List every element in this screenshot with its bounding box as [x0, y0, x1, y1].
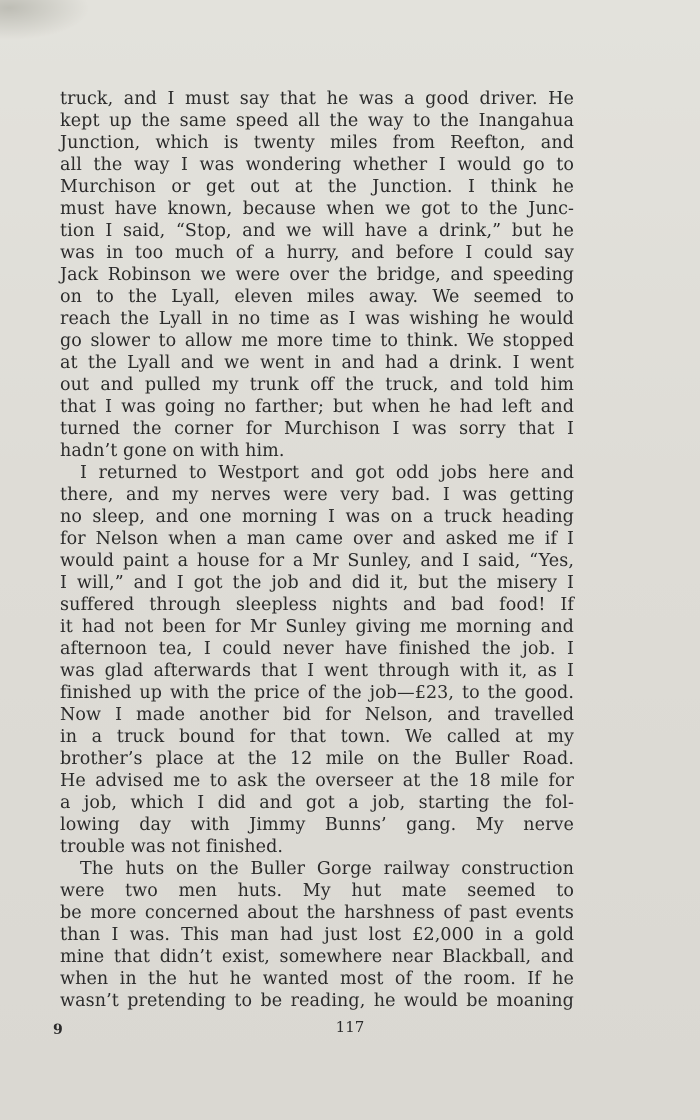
text-line: there, and my nerves were very bad. I was getting	[60, 485, 574, 505]
page-corner-smudge	[0, 0, 90, 40]
text-line: kept up the same speed all the way to the Inangahua	[60, 111, 574, 131]
text-line: in a truck bound for that town. We called at my	[60, 727, 574, 747]
text-line: The huts on the Buller Gorge railway construction	[80, 859, 574, 879]
text-line: hadn’t gone on with him.	[60, 441, 285, 461]
text-line: on to the Lyall, eleven miles away. We seemed to	[60, 287, 574, 307]
text-line: that I was going no farther; but when he had left and	[60, 397, 574, 417]
text-line: mine that didn’t exist, somewhere near Blackball, and	[60, 947, 574, 967]
text-line: lowing day with Jimmy Bunns’ gang. My nerve	[60, 815, 574, 835]
text-line: when in the hut he wanted most of the room. If he	[60, 969, 574, 989]
signature-mark: 9	[53, 1022, 63, 1038]
text-line: than I was. This man had just lost £2,000 in a gold	[60, 925, 574, 945]
text-line: were two men huts. My hut mate seemed to	[60, 881, 574, 901]
text-line: all the way I was wondering whether I would go to	[60, 155, 574, 175]
text-line: Murchison or get out at the Junction. I think he	[60, 177, 574, 197]
text-line: a job, which I did and got a job, starting the fol-	[60, 793, 574, 813]
text-line: would paint a house for a Mr Sunley, and I said, “Yes,	[60, 551, 574, 571]
text-line: at the Lyall and we went in and had a drink. I went	[60, 353, 574, 373]
body-text	[60, 88, 574, 1012]
text-line: suffered through sleepless nights and bad food! If	[60, 595, 574, 615]
text-line: no sleep, and one morning I was on a truck heading	[60, 507, 574, 527]
text-line: Now I made another bid for Nelson, and travelled	[60, 705, 574, 725]
text-line: go slower to allow me more time to think. We stopped	[60, 331, 574, 351]
text-line: truck, and I must say that he was a good driver. He	[60, 89, 574, 109]
text-line: was glad afterwards that I went through with it, as I	[60, 661, 574, 681]
text-line: wasn’t pretending to be reading, he would be moaning	[60, 991, 574, 1011]
text-line: turned the corner for Murchison I was sorry that I	[60, 419, 574, 439]
text-line: Jack Robinson we were over the bridge, and speeding	[60, 265, 574, 285]
text-line: finished up with the price of the job—£23, to the good.	[60, 683, 574, 703]
text-line: must have known, because when we got to the Junc-	[60, 199, 574, 219]
text-line: was in too much of a hurry, and before I could say	[60, 243, 574, 263]
page-number: 117	[335, 1018, 365, 1036]
text-line: it had not been for Mr Sunley giving me morning and	[60, 617, 574, 637]
text-line: be more concerned about the harshness of past events	[60, 903, 574, 923]
text-line: trouble was not finished.	[60, 837, 284, 857]
text-line: afternoon tea, I could never have finished the job. I	[60, 639, 574, 659]
text-line: Junction, which is twenty miles from Reefton, and	[60, 133, 574, 153]
text-line: brother’s place at the 12 mile on the Buller Road.	[60, 749, 574, 769]
text-line: out and pulled my trunk off the truck, and told him	[60, 375, 574, 395]
text-line: reach the Lyall in no time as I was wishing he would	[60, 309, 574, 329]
text-line: I returned to Westport and got odd jobs here and	[80, 463, 574, 483]
text-line: He advised me to ask the overseer at the 18 mile for	[60, 771, 574, 791]
text-line: tion I said, “Stop, and we will have a drink,” but he	[60, 221, 574, 241]
text-line: I will,” and I got the job and did it, but the misery I	[60, 573, 574, 593]
text-line: for Nelson when a man came over and asked me if I	[60, 529, 574, 549]
